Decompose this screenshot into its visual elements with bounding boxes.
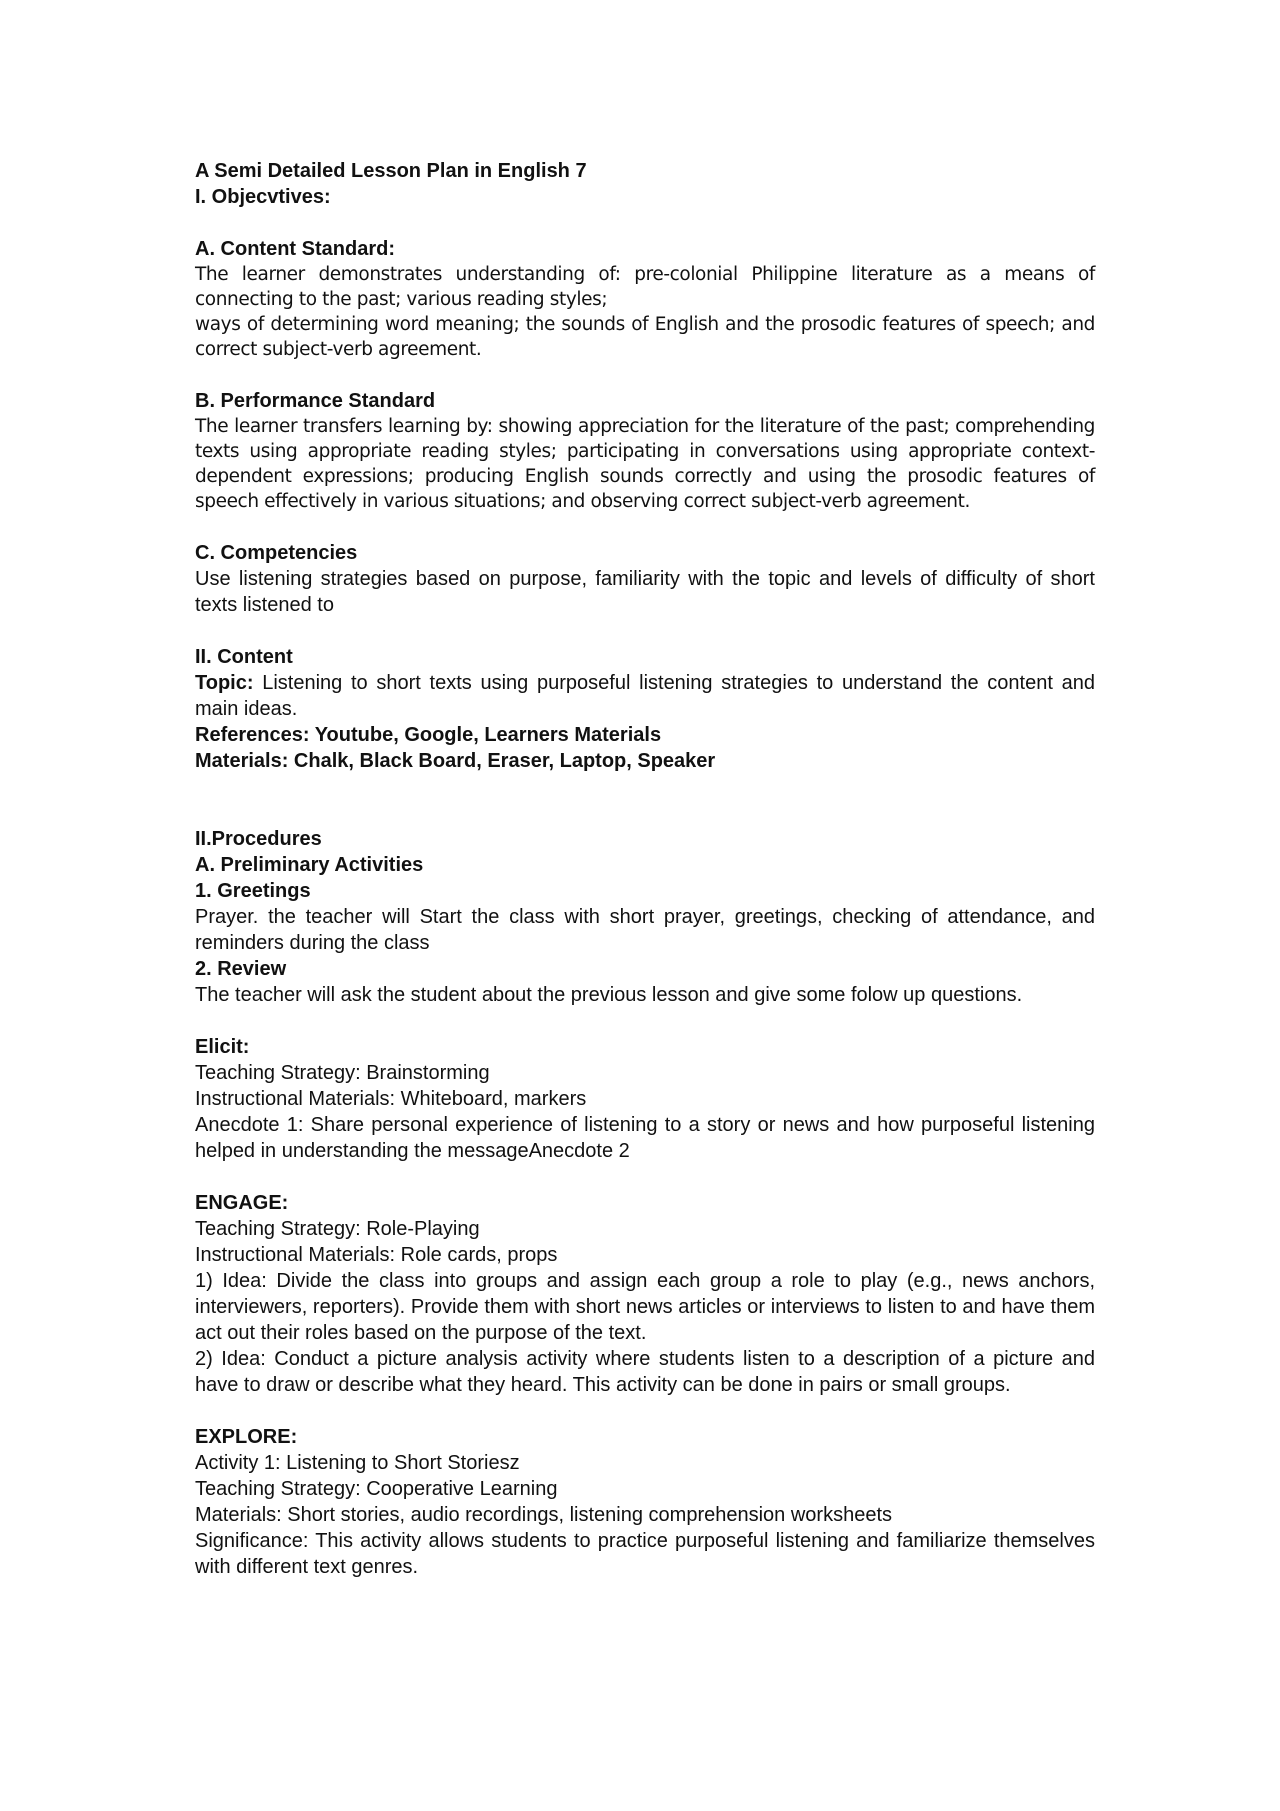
- performance-standard-heading: B. Performance Standard: [195, 390, 436, 412]
- elicit-strategy: Teaching Strategy: Brainstorming: [195, 1062, 490, 1084]
- objectives-heading: I. Objecvtives:: [195, 186, 331, 208]
- review-heading: 2. Review: [195, 958, 287, 980]
- content-heading: II. Content: [195, 646, 293, 668]
- engage-idea-2: 2) Idea: Conduct a picture analysis activity where students listen to a description of a picture and have to draw or describe what they heard. This activity can be done in pairs or small groups.: [195, 1348, 1095, 1396]
- lesson-plan-page: [195, 158, 1095, 1580]
- elicit-anecdote: Anecdote 1: Share personal experience of listening to a story or news and how purposeful listening helped in understanding the messageAnecdote 2: [195, 1114, 1095, 1162]
- explore-materials: Materials: Short stories, audio recordings, listening comprehension worksheets: [195, 1504, 893, 1526]
- review-text: The teacher will ask the student about the previous lesson and give some folow up questions.: [195, 984, 1023, 1006]
- engage-heading: ENGAGE:: [195, 1192, 289, 1214]
- procedures-heading: II.Procedures: [195, 828, 322, 850]
- topic-label: Topic:: [195, 672, 254, 694]
- topic-text: Listening to short texts using purposeful listening strategies to understand the content and main ideas.: [195, 672, 1095, 720]
- explore-strategy: Teaching Strategy: Cooperative Learning: [195, 1478, 558, 1500]
- explore-significance: Significance: This activity allows students to practice purposeful listening and familiarize themselves with different text genres.: [195, 1530, 1095, 1578]
- content-standard-text-1: The learner demonstrates understanding of: pre-colonial Philippine literature as a means of connecting to the past; various reading styles;: [195, 264, 1095, 310]
- explore-heading: EXPLORE:: [195, 1426, 298, 1448]
- topic-paragraph: [195, 670, 1095, 722]
- engage-strategy: Teaching Strategy: Role-Playing: [195, 1218, 480, 1240]
- document-title: A Semi Detailed Lesson Plan in English 7: [195, 160, 587, 182]
- greetings-heading: 1. Greetings: [195, 880, 311, 902]
- elicit-heading: Elicit:: [195, 1036, 250, 1058]
- explore-activity: Activity 1: Listening to Short Storiesz: [195, 1452, 520, 1474]
- materials-line: Materials: Chalk, Black Board, Eraser, Laptop, Speaker: [195, 750, 716, 772]
- engage-idea-1: 1) Idea: Divide the class into groups and assign each group a role to play (e.g., news anchors, interviewers, reporters). Provide them with short news articles or interviews to listen to and have them act out their roles based on the purpose of the text.: [195, 1270, 1095, 1344]
- content-standard-text-2: ways of determining word meaning; the sounds of English and the prosodic features of speech; and correct subject-verb agreement.: [195, 314, 1095, 360]
- content-standard-heading: A. Content Standard:: [195, 238, 395, 260]
- performance-standard-text: The learner transfers learning by: showing appreciation for the literature of the past; comprehending texts using appropriate reading styles; participating in conversations using appropriate context-dependent expressions; producing English sounds correctly and using the prosodic features of speech effectively in various situations; and observing correct subject-verb agreement.: [195, 416, 1095, 512]
- elicit-materials: Instructional Materials: Whiteboard, markers: [195, 1088, 587, 1110]
- references-line: References: Youtube, Google, Learners Materials: [195, 724, 662, 746]
- competencies-heading: C. Competencies: [195, 542, 358, 564]
- greetings-text: Prayer. the teacher will Start the class with short prayer, greetings, checking of attendance, and reminders during the class: [195, 906, 1095, 954]
- engage-materials: Instructional Materials: Role cards, props: [195, 1244, 558, 1266]
- preliminary-activities-heading: A. Preliminary Activities: [195, 854, 424, 876]
- competencies-text: Use listening strategies based on purpose, familiarity with the topic and levels of difficulty of short texts listened to: [195, 568, 1095, 616]
